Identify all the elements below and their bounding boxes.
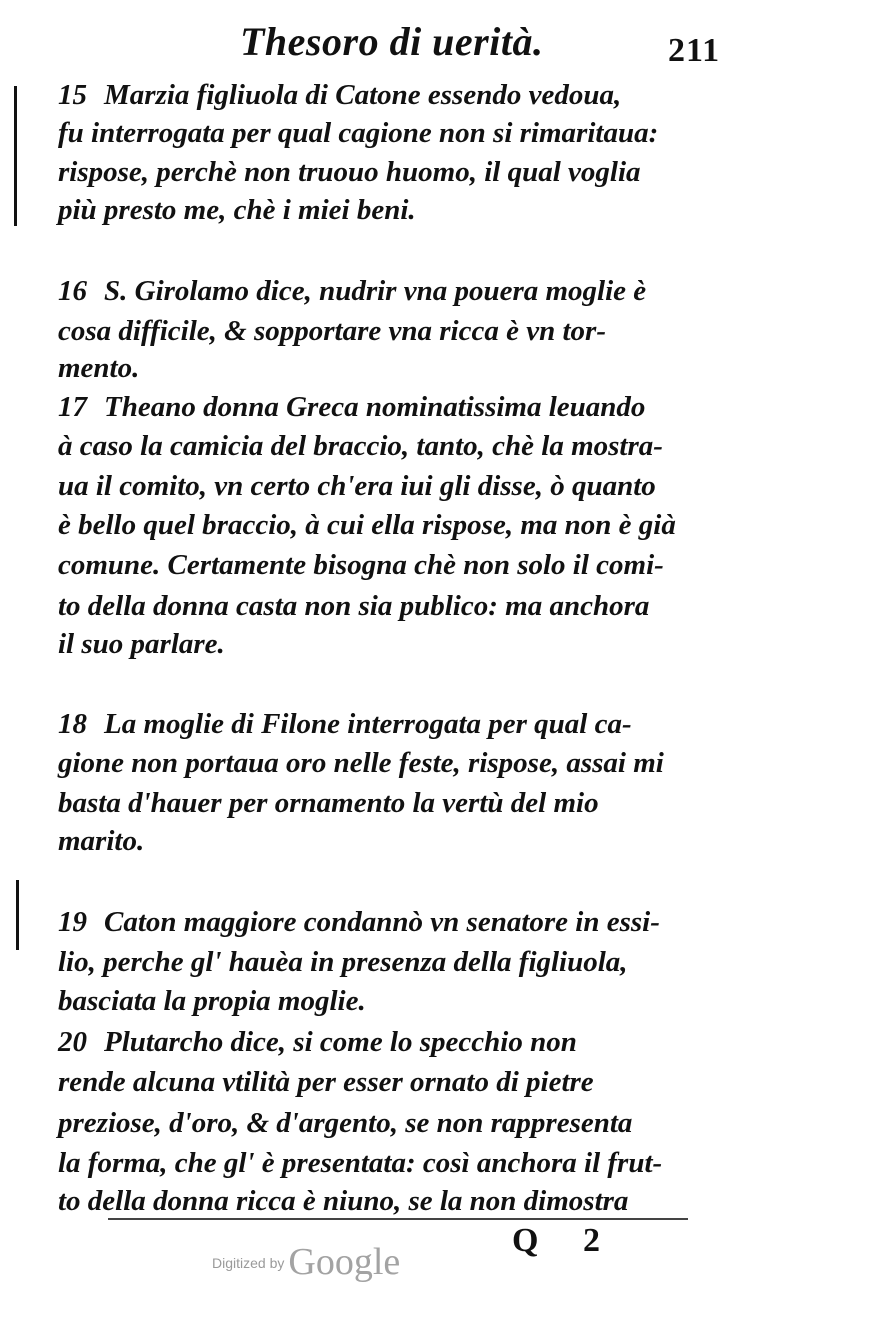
text-line: il suo parlare. [58, 628, 225, 660]
text-line: 17 Theano donna Greca nominatissima leuando [58, 388, 718, 426]
digitized-by-google-watermark [212, 1240, 400, 1284]
entry-number: 16 [58, 275, 87, 307]
text-line: marito. [58, 825, 145, 857]
binding-edge-mark [16, 880, 19, 950]
text-line: è bello quel braccio, à cui ella rispose, ma non è già [58, 509, 676, 541]
running-title: Thesoro di uerità. [240, 19, 544, 64]
entry-number: 19 [58, 906, 87, 938]
binding-edge-mark [14, 86, 17, 226]
watermark-prefix: Digitized by [212, 1255, 285, 1271]
text-line: comune. Certamente bisogna chè non solo il comi- [58, 549, 664, 581]
text-line: 18 La moglie di Filone interrogata per qual ca- [58, 705, 718, 743]
text-line: to della donna ricca è niuno, se la non dimostra [58, 1185, 629, 1217]
scan-rule [108, 1218, 688, 1220]
text-line: 20 Plutarcho dice, si come lo specchio non [58, 1023, 718, 1061]
text-line: 19 Caton maggiore condannò vn senatore in essi- [58, 903, 718, 941]
text-line: preziose, d'oro, & d'argento, se non rappresenta [58, 1107, 633, 1139]
text-line: la forma, che gl' è presentata: così anchora il frut- [58, 1147, 663, 1179]
text-line: mento. [58, 352, 140, 384]
entry-number: 17 [58, 391, 87, 423]
text-line: cosa difficile, & sopportare vna ricca è vn tor- [58, 315, 606, 347]
text-line: rende alcuna vtilità per esser ornato di pietre [58, 1066, 594, 1098]
entry-number: 15 [58, 79, 87, 111]
text-line: 15 Marzia figliuola di Catone essendo vedoua, [58, 76, 718, 114]
text-line: ua il comito, vn certo ch'era iui gli disse, ò quanto [58, 470, 656, 502]
text-line: più presto me, chè i miei beni. [58, 194, 416, 226]
text-line: lio, perche gl' hauèa in presenza della figliuola, [58, 946, 628, 978]
google-logo: Google [288, 1241, 401, 1283]
entry-number: 20 [58, 1026, 87, 1058]
text-line: basta d'hauer per ornamento la vertù del mio [58, 787, 599, 819]
text-line: gione non portaua oro nelle feste, rispose, assai mi [58, 747, 664, 779]
entry-number: 18 [58, 708, 87, 740]
text-line: 16 S. Girolamo dice, nudrir vna pouera moglie è [58, 272, 718, 310]
page-number: 211 [668, 32, 721, 69]
text-line: rispose, perchè non truouo huomo, il qual voglia [58, 156, 641, 188]
text-line: to della donna casta non sia publico: ma anchora [58, 590, 650, 622]
text-line: à caso la camicia del braccio, tanto, chè la mostra- [58, 430, 663, 462]
text-line: basciata la propia moglie. [58, 985, 366, 1017]
text-line: fu interrogata per qual cagione non si rimaritaua: [58, 117, 659, 149]
signature-mark: Q 2 [512, 1222, 618, 1259]
